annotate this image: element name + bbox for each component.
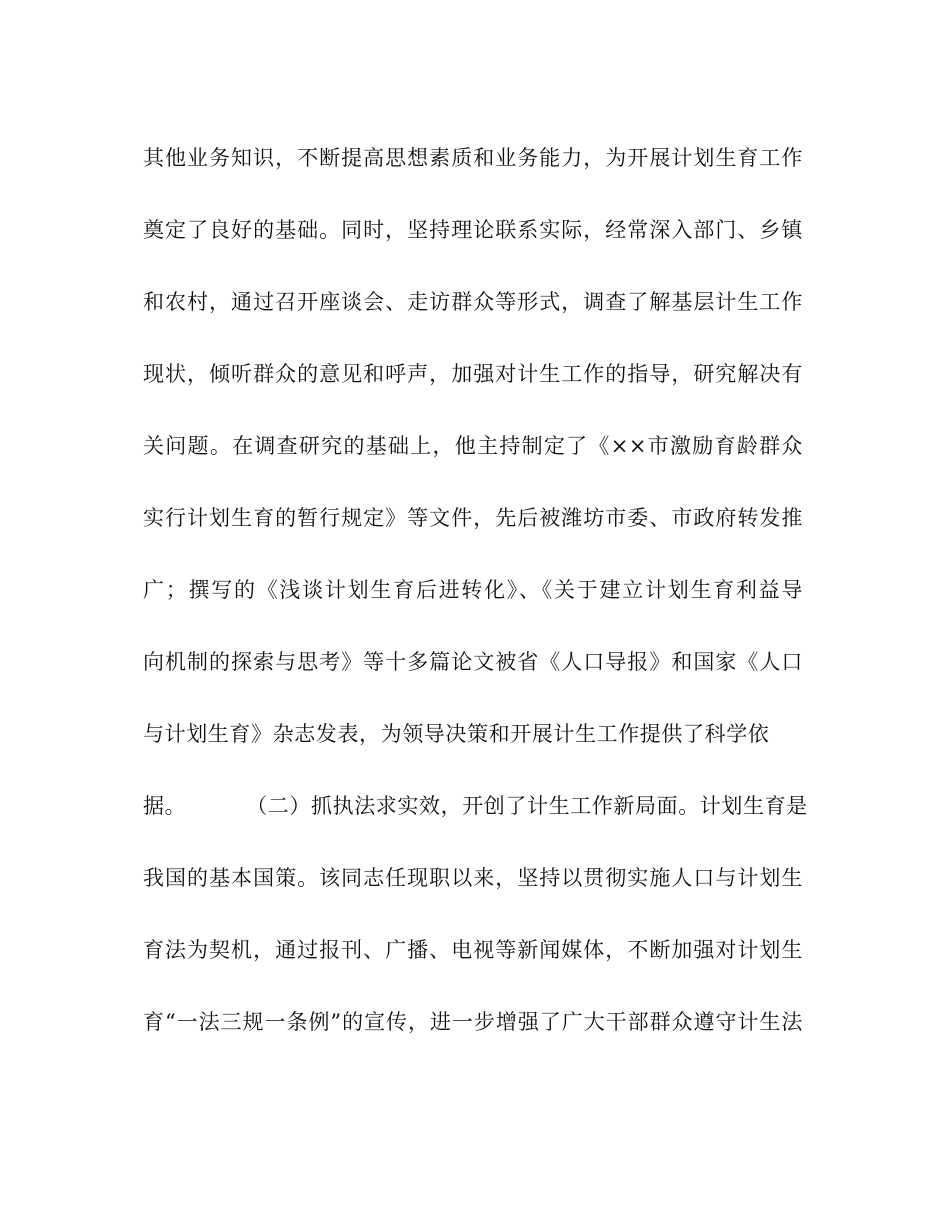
text-line-4: 现状，倾听群众的意见和呼声，加强对计生工作的指导，研究解决有 (143, 362, 803, 386)
text-line-9: 与计划生育》杂志发表，为领导决策和开展计生工作提供了科学依 (143, 722, 770, 746)
text-line-2: 奠定了良好的基础。同时，坚持理论联系实际，经常深入部门、乡镇 (143, 218, 803, 242)
text-line-6: 实行计划生育的暂行规定》等文件，先后被潍坊市委、市政府转发推 (143, 506, 803, 530)
text-line-11: 我国的基本国策。该同志任现职以来，坚持以贯彻实施人口与计划生 (143, 866, 803, 890)
text-line-3: 和农村，通过召开座谈会、走访群众等形式，调查了解基层计生工作 (143, 290, 803, 314)
section-two-start-text: （二）抓执法求实效，开创了计生工作新局面。计划生育是 (246, 794, 808, 818)
text-line-8: 向机制的探索与思考》等十多篇论文被省《人口导报》和国家《人口 (143, 650, 803, 674)
text-line-1: 其他业务知识，不断提高思想素质和业务能力，为开展计划生育工作 (143, 146, 803, 170)
text-line-7: 广；撰写的《浅谈计划生育后进转化》、《关于建立计划生育利益导 (143, 578, 803, 602)
paragraph-end-text: 据。 (143, 794, 187, 818)
document-body (143, 140, 808, 1076)
text-line-5: 关问题。在调查研究的基础上，他主持制定了《××市激励育龄群众 (143, 434, 803, 458)
text-line-10 (143, 788, 808, 860)
text-line-12: 育法为契机，通过报刊、广播、电视等新闻媒体，不断加强对计划生 (143, 938, 803, 962)
text-line-13: 育“一法三规一条例”的宣传，进一步增强了广大干部群众遵守计生法 (143, 1010, 803, 1034)
